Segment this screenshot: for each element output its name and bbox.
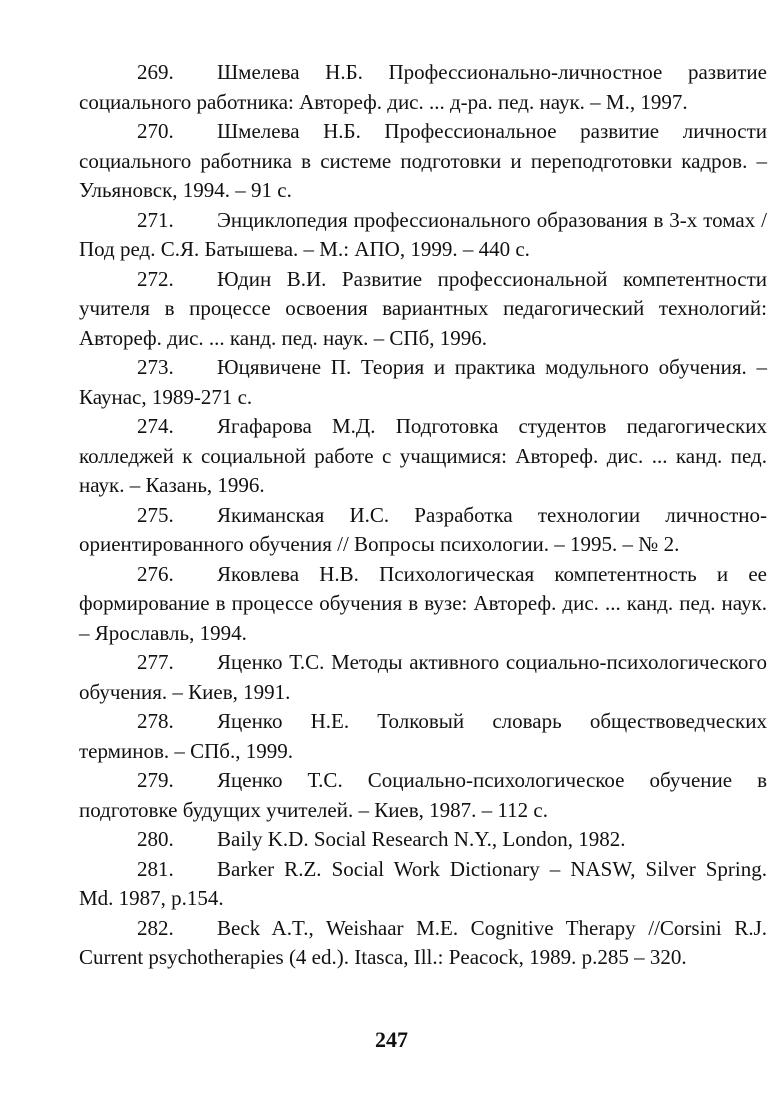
page-number: 247	[375, 1027, 408, 1052]
reference-number: 275.	[137, 502, 174, 527]
reference-item	[79, 265, 767, 354]
reference-number: 270.	[137, 119, 174, 143]
reference-text: Юцявичене П. Теория и практика модульного обучения. – Каунас, 1989-271 с.	[79, 355, 767, 409]
reference-number: 281.	[137, 856, 174, 881]
reference-text: Якиманская И.С. Разработка технологии личностно-ориентированного обучения // Вопросы психологии. – 1995. – № 2.	[79, 502, 767, 556]
reference-text: Ягафарова М.Д. Подготовка студентов педагогических колледжей к социальной работе с учащимися: Автореф. дис. ... канд. пед. наук. – Казань, 1996.	[79, 414, 767, 497]
reference-item	[79, 766, 767, 825]
reference-item	[79, 914, 767, 973]
reference-number: 276.	[137, 561, 174, 586]
reference-number: 280.	[137, 827, 174, 851]
reference-number: 272.	[137, 266, 174, 291]
reference-text: Яценко Т.С. Методы активного социально-психологического обучения. – Киев, 1991.	[79, 650, 767, 704]
reference-number: 278.	[137, 709, 174, 733]
reference-text: Beck A.T., Weishaar M.E. Cognitive Therapy //Corsini R.J. Current psychotherapies (4 ed.). Itasca, Ill.: Peacock, 1989. p.285 – 320.	[79, 915, 767, 969]
reference-number: 273.	[137, 355, 174, 379]
reference-item	[79, 353, 767, 412]
reference-item	[79, 825, 767, 855]
reference-number: 277.	[137, 650, 174, 674]
reference-number: 279.	[137, 768, 174, 792]
reference-item	[79, 707, 767, 766]
reference-text: Baily K.D. Social Research N.Y., London, 1982.	[217, 827, 626, 851]
reference-number: 271.	[137, 207, 174, 232]
reference-list	[79, 58, 767, 973]
reference-text: Яценко Н.Е. Толковый словарь обществоведческих терминов. – СПб., 1999.	[79, 709, 767, 763]
reference-item	[79, 648, 767, 707]
reference-item	[79, 560, 767, 649]
reference-text: Яковлева Н.В. Психологическая компетентность и ее формирование в процессе обучения в вузе: Автореф. дис. ... канд. пед. наук. – Ярославль, 1994.	[79, 561, 767, 645]
reference-text: Яценко Т.С. Социально-психологическое обучение в подготовке будущих учителей. – Киев, 1987. – 112 с.	[79, 768, 767, 822]
reference-item	[79, 58, 767, 117]
reference-item	[79, 855, 767, 914]
reference-item	[79, 206, 767, 265]
reference-text: Юдин В.И. Развитие профессиональной компетентности учителя в процессе освоения вариантных педагогический технологий: Автореф. дис. ... канд. пед. наук. – СПб, 1996.	[79, 266, 767, 350]
reference-number: 274.	[137, 414, 174, 438]
reference-text: Barker R.Z. Social Work Dictionary – NASW, Silver Spring. Md. 1987, p.154.	[79, 856, 767, 910]
reference-item	[79, 117, 767, 206]
reference-item	[79, 501, 767, 560]
reference-item	[79, 412, 767, 501]
reference-number: 269.	[137, 60, 174, 84]
reference-text: Энциклопедия профессионального образования в 3-х томах / Под ред. С.Я. Батышева. – М.: АПО, 1999. – 440 с.	[79, 207, 767, 261]
reference-number: 282.	[137, 915, 174, 940]
reference-text: Шмелева Н.Б. Профессиональное развитие личности социального работника в системе подготовки и переподготовки кадров. – Ульяновск, 1994. – 91 с.	[79, 119, 767, 202]
reference-text: Шмелева Н.Б. Профессионально-личностное развитие социального работника: Автореф. дис. ... д-ра. пед. наук. – М., 1997.	[79, 60, 767, 114]
